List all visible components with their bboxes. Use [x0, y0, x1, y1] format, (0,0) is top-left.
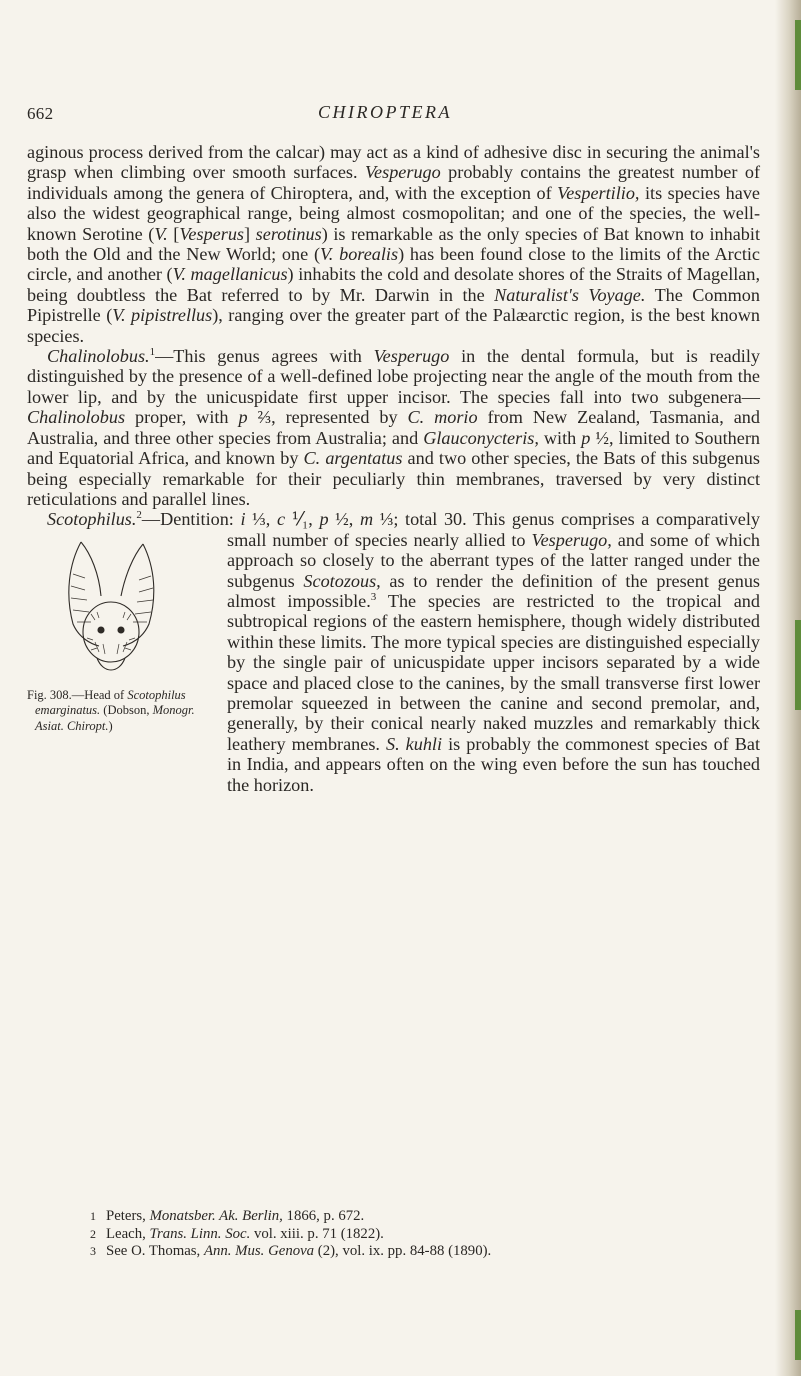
text-run: and some of which approach so closely to the aberrant types of the latter ranged under the subgenus: [227, 529, 761, 591]
paragraph-vesperugo: [27, 142, 760, 346]
formula-symbol: p: [581, 427, 591, 448]
taxon-name: serotinus: [255, 223, 322, 244]
journal-title: Monatsber. Ak. Berlin,: [149, 1208, 283, 1224]
taxon-name: Vesperugo: [364, 162, 441, 183]
footnote-ref[interactable]: 3: [370, 590, 377, 603]
fur-hatching: [95, 642, 127, 654]
text-run: ⅓,: [245, 509, 277, 530]
text-run: (2), vol. ix. pp. 84-88 (1890).: [314, 1243, 492, 1259]
text-run: ⅔, represented by: [247, 407, 408, 428]
text-run: ) is remarkable as the only species of Bat known to inhabit both the Old and the New World; one (: [27, 223, 761, 265]
formula-symbol: p: [238, 407, 248, 428]
text-run: ½,: [328, 509, 360, 530]
text-run: probably contains the greatest number of individuals among the genera of Chiroptera, and, with the exception of: [27, 162, 760, 203]
formula-symbol: m: [359, 509, 374, 530]
footnote-ref[interactable]: 1: [149, 346, 156, 358]
taxon-name: V. pipistrellus: [112, 305, 213, 326]
running-head: CHIROPTERA: [318, 102, 452, 122]
text-run: as to render the definition of the present genus almost impossible.: [227, 570, 761, 611]
taxon-name: Vesperugo,: [531, 529, 612, 550]
taxon-name: C. argentatus: [303, 448, 403, 469]
book-title: Monogr. Asiat. Chiropt.: [35, 703, 195, 733]
taxon-name: Vesperugo: [373, 346, 450, 367]
footnote-number: 2: [90, 1226, 96, 1241]
text-run: —This genus agrees with: [155, 346, 374, 367]
taxon-name: V. magellanicus: [172, 264, 288, 285]
text-run: Peters,: [106, 1208, 150, 1224]
footnote-number: 3: [90, 1244, 96, 1258]
ear-outline-left: [69, 542, 99, 646]
text-run: proper, with: [125, 407, 239, 428]
text-run: ⅟₁,: [285, 509, 320, 530]
footnote-number: 1: [90, 1209, 96, 1223]
book-title: Naturalist's Voyage.: [494, 284, 646, 305]
text-run: Leach,: [106, 1225, 150, 1242]
eye-left: [98, 627, 104, 633]
text-run: aginous process derived from the calcar) may act as a kind of adhesive disc in securing the animal's grasp when climbing over smooth surfaces.: [27, 142, 760, 183]
figure-308: [27, 534, 215, 796]
taxon-name: Vesperus: [179, 223, 245, 244]
formula-symbol: c: [276, 509, 286, 530]
genus-heading: Chalinolobus.: [47, 346, 150, 367]
text-run: and two other species, the Bats of this subgenus being especially remarkable for their peculiarly thin membranes, traversed by very distinct reticulations and parallel lines.: [27, 448, 760, 509]
ear-hatching-right: [133, 576, 153, 622]
taxon-name: Scotophilus emarginatus.: [35, 687, 186, 718]
taxon-name: C. morio: [407, 407, 478, 428]
journal-title: Trans. Linn. Soc.: [149, 1225, 251, 1242]
text-run: The Common Pipistrelle (: [27, 284, 760, 326]
text-run: ), ranging over the greater part of the Palæarctic region, is the best known species.: [27, 305, 760, 346]
text-run: (Dobson,: [100, 703, 153, 718]
ear-inner-left: [81, 542, 101, 596]
bat-head-illustration: [51, 534, 171, 684]
paragraph-chalinolobus: [27, 346, 760, 509]
text-run: is probably the commonest species of Bat in India, and appears often on the wing even before the sun has touched the horizon.: [227, 733, 761, 795]
head-outline: [83, 602, 139, 662]
formula-symbol: i: [240, 509, 246, 530]
text-run: ½, limited to Southern and Equatorial Africa, and known by: [27, 427, 760, 469]
footnote: [90, 1226, 730, 1244]
text-run: from New Zealand, Tasmania, and Australia, and three other species from Australia; and: [27, 407, 760, 448]
text-run: with: [538, 427, 582, 448]
paragraph-scotophilus: [27, 509, 760, 795]
text-run: The species are restricted to the tropical and subtropical regions of the eastern hemisphere, though widely distributed within these limits. The more typical species are distinguished especially by the single pair of unicuspidate upper incisors separated by a wide space and placed close to the canines, by the small transverse first lower premolar squeezed in between the canine and second premolar, and, generally, by their conical nearly naked muzzles and remarkably thick leathery membranes.: [227, 590, 760, 754]
taxon-name: S. kuhli: [386, 733, 443, 754]
text-run: in the dental formula, but is readily distinguished by the presence of a well-defined lobe projecting near the angle of the mouth from the lower lip, and by the unicuspidate first upper incisor. The species fall into two subgenera—: [27, 346, 761, 407]
text-run: ): [108, 718, 113, 733]
text-run: ) inhabits the cold and desolate shores of the Straits of Magellan, being doubtless the Bat referred to by Mr. Darwin in the: [27, 264, 761, 305]
text-run: [: [167, 223, 180, 244]
formula-symbol: p: [319, 509, 329, 530]
eye-right: [118, 627, 124, 633]
taxon-name: V. borealis: [320, 244, 399, 265]
footnotes: [90, 1208, 730, 1261]
taxon-name: Scotozous,: [303, 570, 381, 591]
footnote-ref[interactable]: 2: [136, 509, 142, 522]
taxon-name: Glauconycteris,: [423, 427, 539, 448]
page-number: 662: [27, 104, 54, 123]
footnote: [90, 1243, 730, 1261]
text-run: vol. xiii. p. 71 (1822).: [250, 1225, 384, 1242]
text-run: 1866, p. 672.: [282, 1208, 365, 1224]
text-run: ]: [244, 223, 256, 244]
text-run: its species have also the widest geographical range, being almost cosmopolitan; and one of the species, the well-known Serotine (: [27, 182, 760, 244]
genus-heading: Scotophilus.: [47, 509, 137, 530]
ear-outline-right: [123, 544, 154, 646]
ear-inner-right: [121, 544, 143, 596]
taxon-name: V.: [154, 223, 168, 244]
text-run: ) has been found close to the limits of the Arctic circle, and another (: [27, 244, 760, 285]
text-run: Fig. 308.—Head of: [27, 687, 128, 702]
figure-caption: [27, 688, 215, 735]
text-run: See O. Thomas,: [106, 1243, 204, 1259]
text-run: ⅓; total 30. This genus comprises a comparatively small number of species nearly allied to: [227, 509, 761, 550]
taxon-name: Vespertilio,: [557, 182, 640, 203]
journal-title: Ann. Mus. Genova: [203, 1243, 315, 1259]
taxon-name: Chalinolobus: [27, 407, 126, 428]
text-run: —Dentition:: [141, 509, 241, 530]
footnote: [90, 1208, 730, 1226]
body-text: [27, 142, 760, 798]
